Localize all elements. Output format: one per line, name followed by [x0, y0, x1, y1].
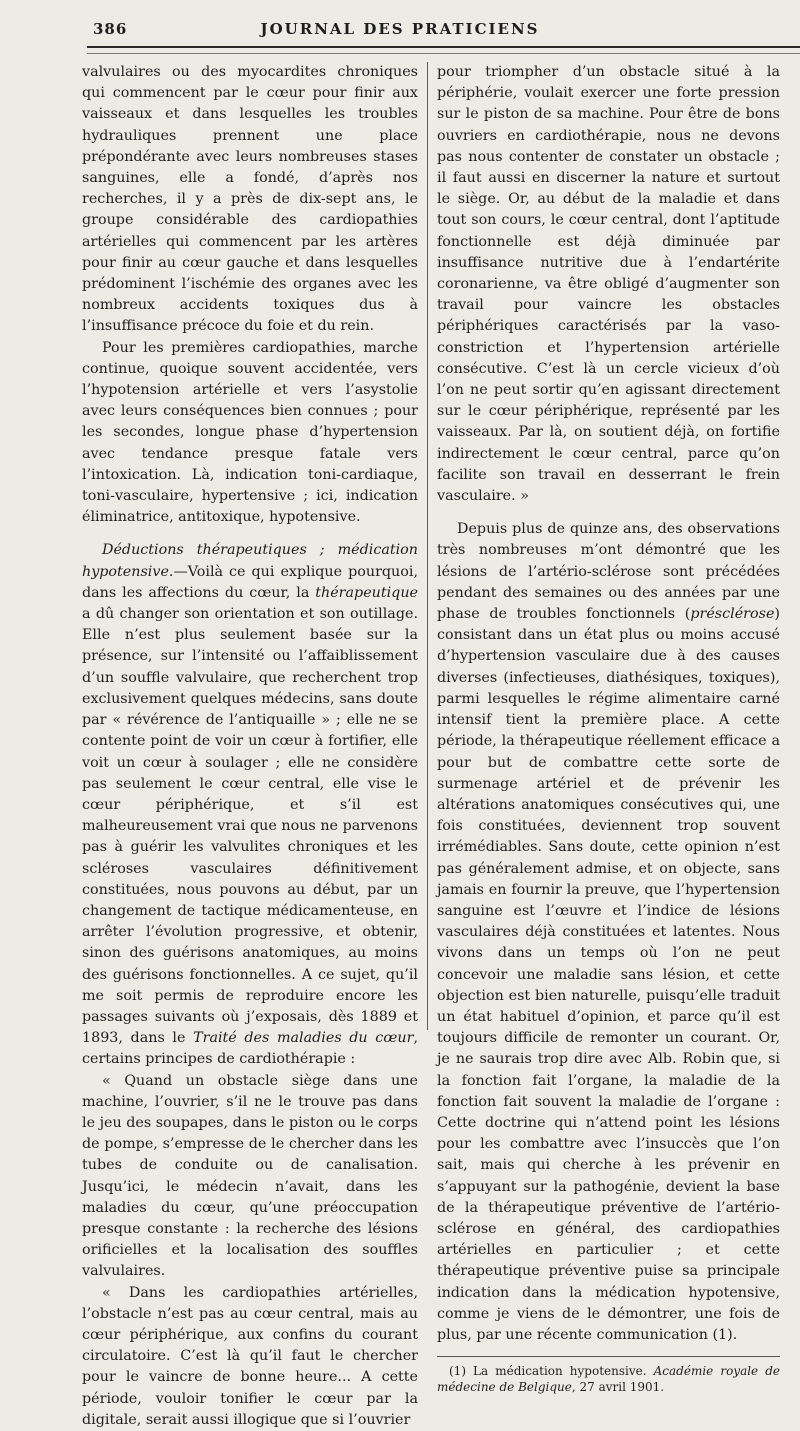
section-paragraph: Déductions thérapeutiques ; médication hypotensive.—Voilà ce qui explique pourquoi, dans les affections du cœur, la thérapeutique a dû changer son orientation et son outillage. Elle n’est plus seulement basée sur la présence, sur l’intensité ou l’affaiblissement d’un souffle valvulaire, que recherchent trop exclusivement quelques médecins, sans doute par « révérence de l’antiquaille » ; elle ne se contente point de voir un cœur à fortifier, elle voit un cœur à soulager ; elle ne considère pas seulement le cœur central, elle vise le cœur périphérique, et s’il est malheureusement vrai que nous ne parvenons pas à guérir les valvulites chroniques et les scléroses vasculaires définitivement constituées, nous pouvons au début, par un changement de tactique médicamenteuse, en arrêter l’évolution progressive, et obtenir, sinon des guérisons anatomiques, au moins des guérisons fonctionnelles. A ce sujet, qu’il me soit permis de reproduire encore les passages suivants où j’exposais, dès 1889 et 1893, dans le Traité des maladies du cœur, certains principes de cardiothérapie :: [82, 542, 419, 1068]
header-rule-thin: [87, 53, 800, 54]
section-heading: Déductions thérapeutiques ; médication hypotensive.: [82, 542, 418, 580]
left-column: [82, 62, 418, 1431]
column-divider: [427, 62, 428, 1030]
quote-paragraph: « Quand un obstacle siège dans une machine, l’ouvrier, s’il ne le trouve pas dans le jeu des soupapes, dans le piston ou le corps de pompe, s’empresse de le chercher dans les tubes de conduite ou de canalisation. Jusqu’ici, le médecin n’avait, dans les maladies du cœur, qu’une préoccupation presque constante : la recherche des lésions orificielles et la localisation des souffles valvulaires.: [82, 1072, 418, 1280]
footnote: (1) La médication hypotensive. Académie royale de médecine de Belgique, 27 avril 1901.: [437, 1364, 781, 1395]
footnote-rule: [437, 1356, 780, 1357]
paragraph: valvulaires ou des myocardites chroniques qui commencent par le cœur pour finir aux vaisseaux et dans lesquelles les troubles hydrauliques prennent une place prépondérante avec leurs nombreuses stases sanguines, elle a fondé, d’après nos recherches, il y a près de dix-sept ans, le groupe considérable des cardiopathies artérielles qui commencent par les artères pour finir au cœur gauche et dans lesquelles prédominent l’ischémie des organes avec les nombreux accidents toxiques dus à l’insuffisance précoce du foie et du rein.: [82, 64, 418, 335]
paragraph: Pour les premières cardiopathies, marche continue, quoique souvent accidentée, vers l’hypotension artérielle et vers l’asystolie avec leurs conséquences bien connues ; pour les secondes, longue phase d’hypertension avec tendance presque fatale vers l’intoxication. Là, indication toni-cardiaque, toni-vasculaire, hypertensive ; ici, indication éliminatrice, antitoxique, hypotensive.: [82, 339, 418, 526]
right-column: [437, 62, 780, 1395]
header-rule: [87, 46, 800, 48]
paragraph: pour triompher d’un obstacle situé à la périphérie, voulait exercer une forte pression sur le piston de sa machine. Pour être de bons ouvriers en cardiothérapie, nous ne devons pas nous contenter de constater un obstacle ; il faut aussi en discerner la nature et surtout le siège. Or, au début de la maladie et dans tout son cours, le cœur central, dont l’aptitude fonctionnelle est déjà diminuée par insuffisance nutritive due à l’endartérite coronarienne, va être obligé d’augmenter son travail pour vaincre les obstacles périphériques caractérisés par la vaso-constriction et l’hypertension artérielle consécutive. C’est là un cercle vicieux d’où l’on ne peut sortir qu’en agissant directement sur le cœur périphérique, représenté par les vaisseaux. Par là, on soutient déjà, on fortifie indirectement le cœur central, parce qu’on facilite son travail en desserrant le frein vasculaire. »: [437, 64, 780, 505]
paragraph: Depuis plus de quinze ans, des observations très nombreuses m’ont démontré que les lésions de l’artério-sclérose sont précédées pendant des semaines ou des années par une phase de troubles fonctionnels (présclérose) consistant dans un état plus ou moins accusé d’hypertension vasculaire due à des causes diverses (infectieuses, diathésiques, toxiques), parmi lesquelles le régime alimentaire carné intensif tient la première place. A cette période, la thérapeutique réellement efficace a pour but de combattre cette sorte de surmenage artériel et de prévenir les altérations anatomiques consécutives qui, une fois constituées, deviennent trop souvent irrémédiables. Sans doute, cette opinion n’est pas généralement admise, et on objecte, sans jamais en fournir la preuve, que l’hypertension sanguine est l’œuvre et l’indice de lésions vasculaires déjà constituées et latentes. Nous vivons dans un temps où l’on ne peut concevoir une maladie sans lésion, et cette objection est bien naturelle, puisqu’elle traduit un état habituel d’opinion, et parce qu’il est toujours difficile de remonter un courant. Or, je ne saurais trop dire avec Alb. Robin que, si la fonction fait l’organe, la maladie de la fonction fait souvent la maladie de l’organe : Cette doctrine qui n’attend point les lésions pour les combattre avec l’insuccès que l’on sait, mais qui cherche à les prévenir en s’appuyant sur la pathogénie, devient la base de la thérapeutique préventive de l’artério-sclérose en général, des cardiopathies artérielles en particulier ; et cette thérapeutique préventive puise sa principale indication dans la médication hypotensive, comme je viens de le démontrer, une fois de plus, par une récente communication (1).: [437, 521, 780, 1343]
running-head: JOURNAL DES PRATICIENS: [260, 20, 540, 38]
quote-paragraph: « Dans les cardiopathies artérielles, l’obstacle n’est pas au cœur central, mais au cœur périphérique, aux confins du courant circulatoire. C’est là qu’il faut le chercher pour le vaincre de bonne heure... A cette période, vouloir tonifier le cœur par la digitale, serait aussi illogique que si l’ouvrier: [82, 1284, 418, 1428]
page-number: 386: [93, 20, 128, 38]
